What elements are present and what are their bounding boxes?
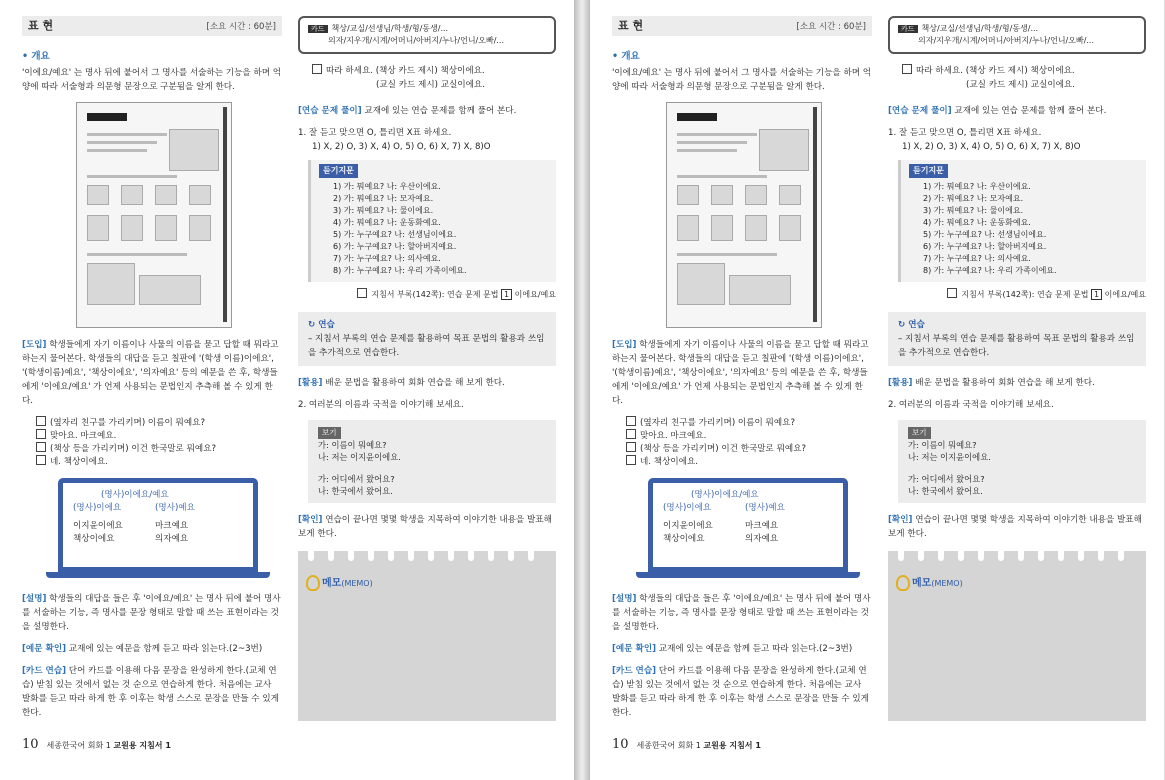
intro-tag: [도입] (612, 340, 637, 350)
apply-tag: [활용] (888, 378, 913, 388)
listening-label: 듣기지문 (909, 164, 948, 178)
laptop-cell: 의자예요 (155, 534, 189, 544)
footer-bold: 교원용 지침서 1 (113, 741, 171, 750)
laptop-cell: 책상이에요 (73, 534, 115, 544)
lightbulb-icon (896, 575, 910, 591)
memo-area (298, 551, 556, 721)
dialogue-line: 네. 책상이에요. (626, 455, 872, 468)
confirm-text: 연습이 끝나면 몇몇 학생을 지목하여 이야기한 내용을 발표해 보게 한다. (888, 515, 1142, 539)
dialogue-line: 맞아요. 마크예요. (626, 429, 872, 442)
book-icon (357, 288, 367, 298)
intro-dialogue (36, 416, 282, 468)
exercise-answers: 1) X, 2) O, 3) X, 4) O, 5) O, 6) X, 7) X, 8)O (312, 142, 491, 152)
practice-box (298, 312, 556, 366)
card-practice-tag: [카드 연습] (22, 666, 67, 676)
laptop-grammar-board (648, 478, 848, 578)
listening-item: 6) 가: 누구예요? 나: 할아버지예요. (333, 242, 457, 251)
page-number: 10 (612, 737, 629, 752)
example-label: 보기 (908, 427, 931, 439)
overview-text: '이에요/예요' 는 명사 뒤에 붙어서 그 명사를 서술하는 기능을 하며 억양에 따라 서술형과 의문형 문장으로 구분됨을 알게 한다. (22, 68, 282, 92)
right-column (298, 16, 556, 721)
speaker-icon (312, 64, 322, 74)
listening-item: 6) 가: 누구예요? 나: 할아버지예요. (923, 242, 1047, 251)
laptop-cell: 책상이에요 (663, 534, 705, 544)
left-page (0, 0, 574, 780)
intro-dialogue (626, 416, 872, 468)
exercise-text: 교재에 있는 연습 문제를 함께 풀어 본다. (954, 106, 1107, 116)
practice-box (888, 312, 1146, 366)
speaker-icon (36, 416, 46, 426)
footer-text: 세종한국어 회화 1 (636, 741, 704, 750)
speaker-icon (626, 442, 636, 452)
memo-title: 메모(MEMO) (322, 578, 373, 589)
exercise-tag: [연습 문제 풀이] (888, 106, 952, 116)
listening-item: 5) 가: 누구예요? 나: 선생님이에요. (923, 230, 1047, 239)
practice-heading: ↻ 연습 (308, 320, 335, 330)
listening-item: 3) 가: 뭐예요? 나: 물이에요. (333, 206, 434, 215)
page-footer (22, 737, 171, 752)
speaker-icon (626, 455, 636, 465)
listening-item: 3) 가: 뭐예요? 나: 물이에요. (923, 206, 1024, 215)
listening-item: 7) 가: 누구예요? 나: 의사예요. (333, 254, 441, 263)
page-number: 10 (22, 737, 39, 752)
practice-text: – 지침서 부록의 연습 문제를 활용하여 목표 문법의 활용과 쓰임을 추가적으로 연습한다. (898, 334, 1135, 358)
card-label: 카드 (898, 25, 918, 33)
confirm-tag: [확인] (888, 515, 913, 525)
laptop-col2-head: (명사)예요 (745, 503, 785, 513)
speaker-icon (36, 442, 46, 452)
listening-item: 4) 가: 뭐예요? 나: 운동화예요. (923, 218, 1031, 227)
section-time: [소요 시간 : 60분] (796, 22, 866, 32)
section-bar (22, 16, 282, 36)
textbook-page-thumbnail (666, 102, 822, 328)
listening-item: 2) 가: 뭐예요? 나: 모자예요. (923, 194, 1024, 203)
laptop-cell: 이지윤이에요 (73, 521, 123, 531)
dialogue-line: (옆자리 친구를 가리키며) 이름이 뭐예요? (36, 416, 282, 429)
right-page (590, 0, 1164, 780)
laptop-cell: 마크예요 (745, 521, 779, 531)
practice-text: – 지침서 부록의 연습 문제를 활용하여 목표 문법의 활용과 쓰임을 추가적으로 연습한다. (308, 334, 545, 358)
example-check-tag: [예문 확인] (22, 644, 67, 654)
explain-tag: [설명] (22, 594, 47, 604)
memo-area (888, 551, 1146, 721)
dialogue-line: 맞아요. 마크예요. (36, 429, 282, 442)
card-line: 의자/지우개/시계/어머니/아버지/누나/언니/오빠/... (918, 36, 1095, 45)
intro-text: 학생들에게 자기 이름이나 사물의 이름을 묻고 답할 때 뭐라고 하는지 물어본다. 학생들의 대답을 듣고 칠판에 '(학생 이름)이에요', '(학생이름)예요', '책상이에요', '의자예요' 등의 예문을 쓴 후, 학생들에게 '이에요/예요' 가 언제 사용되는 문법인지 추측해 볼 수 있게 한다. (22, 340, 279, 406)
exercise-tag: [연습 문제 풀이] (298, 106, 362, 116)
speaker-icon (626, 416, 636, 426)
card-practice-text: 단어 카드를 이용해 다음 문장을 완성하게 한다.(교체 연습) 받침 있는 것에서 없는 것 순으로 연습하게 한다. 처음에는 교사 발화를 듣고 따라 하게 한 후 이후는 학생 스스로 문장을 만들 수 있게 한다. (22, 666, 279, 718)
listening-item: 1) 가: 뭐예요? 나: 우산이에요. (333, 182, 441, 191)
laptop-head: (명사)이에요/예요 (101, 490, 169, 500)
laptop-cell: 마크예요 (155, 521, 189, 531)
section-title: 표 현 (618, 19, 644, 32)
dialogue-line: (책상 등을 가리키며) 이건 한국말로 뭐예요? (626, 442, 872, 455)
explain-text: 학생들의 대답을 들은 후 '이에요/예요' 는 명사 뒤에 붙어 명사를 서술하는 기능, 즉 명사를 문장 형태로 말할 때 쓰는 표현이라는 것을 설명한다. (22, 594, 281, 632)
lightbulb-icon (306, 575, 320, 591)
example-check-text: 교재에 있는 예문을 함께 듣고 따라 읽는다.(2~3번) (68, 644, 263, 654)
dialogue-line: (옆자리 친구를 가리키며) 이름이 뭐예요? (626, 416, 872, 429)
section-bar (612, 16, 872, 36)
listening-script (308, 160, 556, 282)
guide-reference: 지침서 부록(142쪽): 연습 문제 문법 1 이에요/예요 (298, 288, 556, 302)
example-box: 보기 가: 이름이 뭐예요? 나: 저는 이지윤이에요. 가: 어디에서 왔어요? 나: 한국에서 왔어요. (898, 420, 1146, 503)
apply-tag: [활용] (298, 378, 323, 388)
listening-item: 5) 가: 누구예요? 나: 선생님이에요. (333, 230, 457, 239)
speaker-icon (626, 429, 636, 439)
listening-item: 4) 가: 뭐예요? 나: 운동화예요. (333, 218, 441, 227)
listening-label: 듣기지문 (319, 164, 358, 178)
listening-item: 8) 가: 누구예요? 나: 우리 가족이에요. (333, 266, 467, 275)
example-check-text: 교재에 있는 예문을 함께 듣고 따라 읽는다.(2~3번) (658, 644, 853, 654)
right-column (888, 16, 1146, 721)
laptop-head: (명사)이에요/예요 (691, 490, 759, 500)
laptop-cell: 의자예요 (745, 534, 779, 544)
listening-script (898, 160, 1146, 282)
listening-item: 7) 가: 누구예요? 나: 의사예요. (923, 254, 1031, 263)
book-spine (574, 0, 590, 780)
card-practice-text: 단어 카드를 이용해 다음 문장을 완성하게 한다.(교체 연습) 받침 있는 것에서 없는 것 순으로 연습하게 한다. 처음에는 교사 발화를 듣고 따라 하게 한 후 이후는 학생 스스로 문장을 만들 수 있게 한다. (612, 666, 869, 718)
apply-question: 2. 여러분의 이름과 국적을 이야기해 보세요. (298, 400, 464, 410)
word-card-box (888, 16, 1146, 54)
example-check-tag: [예문 확인] (612, 644, 657, 654)
practice-heading: ↻ 연습 (898, 320, 925, 330)
left-column (22, 16, 282, 728)
apply-text: 배운 문법을 활용하여 회화 연습을 해 보게 한다. (325, 378, 505, 388)
listening-item: 2) 가: 뭐예요? 나: 모자예요. (333, 194, 434, 203)
apply-text: 배운 문법을 활용하여 회화 연습을 해 보게 한다. (915, 378, 1095, 388)
intro-tag: [도입] (22, 340, 47, 350)
card-label: 카드 (308, 25, 328, 33)
section-time: [소요 시간 : 60분] (206, 22, 276, 32)
page-footer (612, 737, 761, 752)
book-icon (947, 288, 957, 298)
laptop-col1-head: (명사)이에요 (73, 503, 122, 513)
card-line: 의자/지우개/시계/어머니/아버지/누나/언니/오빠/... (328, 36, 505, 45)
laptop-grammar-board (58, 478, 258, 578)
guide-reference: 지침서 부록(142쪽): 연습 문제 문법 1 이에요/예요 (888, 288, 1146, 302)
apply-question: 2. 여러분의 이름과 국적을 이야기해 보세요. (888, 400, 1054, 410)
dialogue-line: 네. 책상이에요. (36, 455, 282, 468)
speaker-icon (36, 455, 46, 465)
confirm-text: 연습이 끝나면 몇몇 학생을 지목하여 이야기한 내용을 발표해 보게 한다. (298, 515, 552, 539)
exercise-answers: 1) X, 2) O, 3) X, 4) O, 5) O, 6) X, 7) X, 8)O (902, 142, 1081, 152)
overview-heading: • 개요 (22, 51, 50, 62)
footer-text: 세종한국어 회화 1 (46, 741, 114, 750)
repeat-instruction: 따라 하세요. (책상 카드 제시) 책상이에요. (교실 카드 제시) 교실이에요. (312, 64, 556, 92)
exercise-question: 1. 잘 듣고 맞으면 O, 틀리면 X표 하세요. (888, 128, 1042, 138)
card-line: 책상/교실/선생님/학생/형/동생/... (921, 24, 1039, 33)
intro-text: 학생들에게 자기 이름이나 사물의 이름을 묻고 답할 때 뭐라고 하는지 물어본다. 학생들의 대답을 듣고 칠판에 '(학생 이름)이에요', '(학생이름)예요', '책상이에요', '의자예요' 등의 예문을 쓴 후, 학생들에게 '이에요/예요' 가 언제 사용되는 문법인지 추측해 볼 수 있게 한다. (612, 340, 869, 406)
exercise-question: 1. 잘 듣고 맞으면 O, 틀리면 X표 하세요. (298, 128, 452, 138)
card-practice-tag: [카드 연습] (612, 666, 657, 676)
listening-item: 1) 가: 뭐예요? 나: 우산이에요. (923, 182, 1031, 191)
example-box: 보기 가: 이름이 뭐예요? 나: 저는 이지윤이에요. 가: 어디에서 왔어요? 나: 한국에서 왔어요. (308, 420, 556, 503)
overview-text: '이에요/예요' 는 명사 뒤에 붙어서 그 명사를 서술하는 기능을 하며 억양에 따라 서술형과 의문형 문장으로 구분됨을 알게 한다. (612, 68, 872, 92)
laptop-cell: 이지윤이에요 (663, 521, 713, 531)
laptop-col2-head: (명사)예요 (155, 503, 195, 513)
example-label: 보기 (318, 427, 341, 439)
exercise-text: 교재에 있는 연습 문제를 함께 풀어 본다. (364, 106, 517, 116)
speaker-icon (902, 64, 912, 74)
textbook-page-thumbnail (76, 102, 232, 328)
overview-heading: • 개요 (612, 51, 640, 62)
section-title: 표 현 (28, 19, 54, 32)
left-column (612, 16, 872, 728)
repeat-instruction: 따라 하세요. (책상 카드 제시) 책상이에요. (교실 카드 제시) 교실이에요. (902, 64, 1146, 92)
dialogue-line: (책상 등을 가리키며) 이건 한국말로 뭐예요? (36, 442, 282, 455)
memo-title: 메모(MEMO) (912, 578, 963, 589)
footer-bold: 교원용 지침서 1 (703, 741, 761, 750)
card-line: 책상/교실/선생님/학생/형/동생/... (331, 24, 449, 33)
laptop-col1-head: (명사)이에요 (663, 503, 712, 513)
confirm-tag: [확인] (298, 515, 323, 525)
explain-tag: [설명] (612, 594, 637, 604)
listening-item: 8) 가: 누구예요? 나: 우리 가족이에요. (923, 266, 1057, 275)
speaker-icon (36, 429, 46, 439)
word-card-box (298, 16, 556, 54)
explain-text: 학생들의 대답을 들은 후 '이에요/예요' 는 명사 뒤에 붙어 명사를 서술하는 기능, 즉 명사를 문장 형태로 말할 때 쓰는 표현이라는 것을 설명한다. (612, 594, 871, 632)
